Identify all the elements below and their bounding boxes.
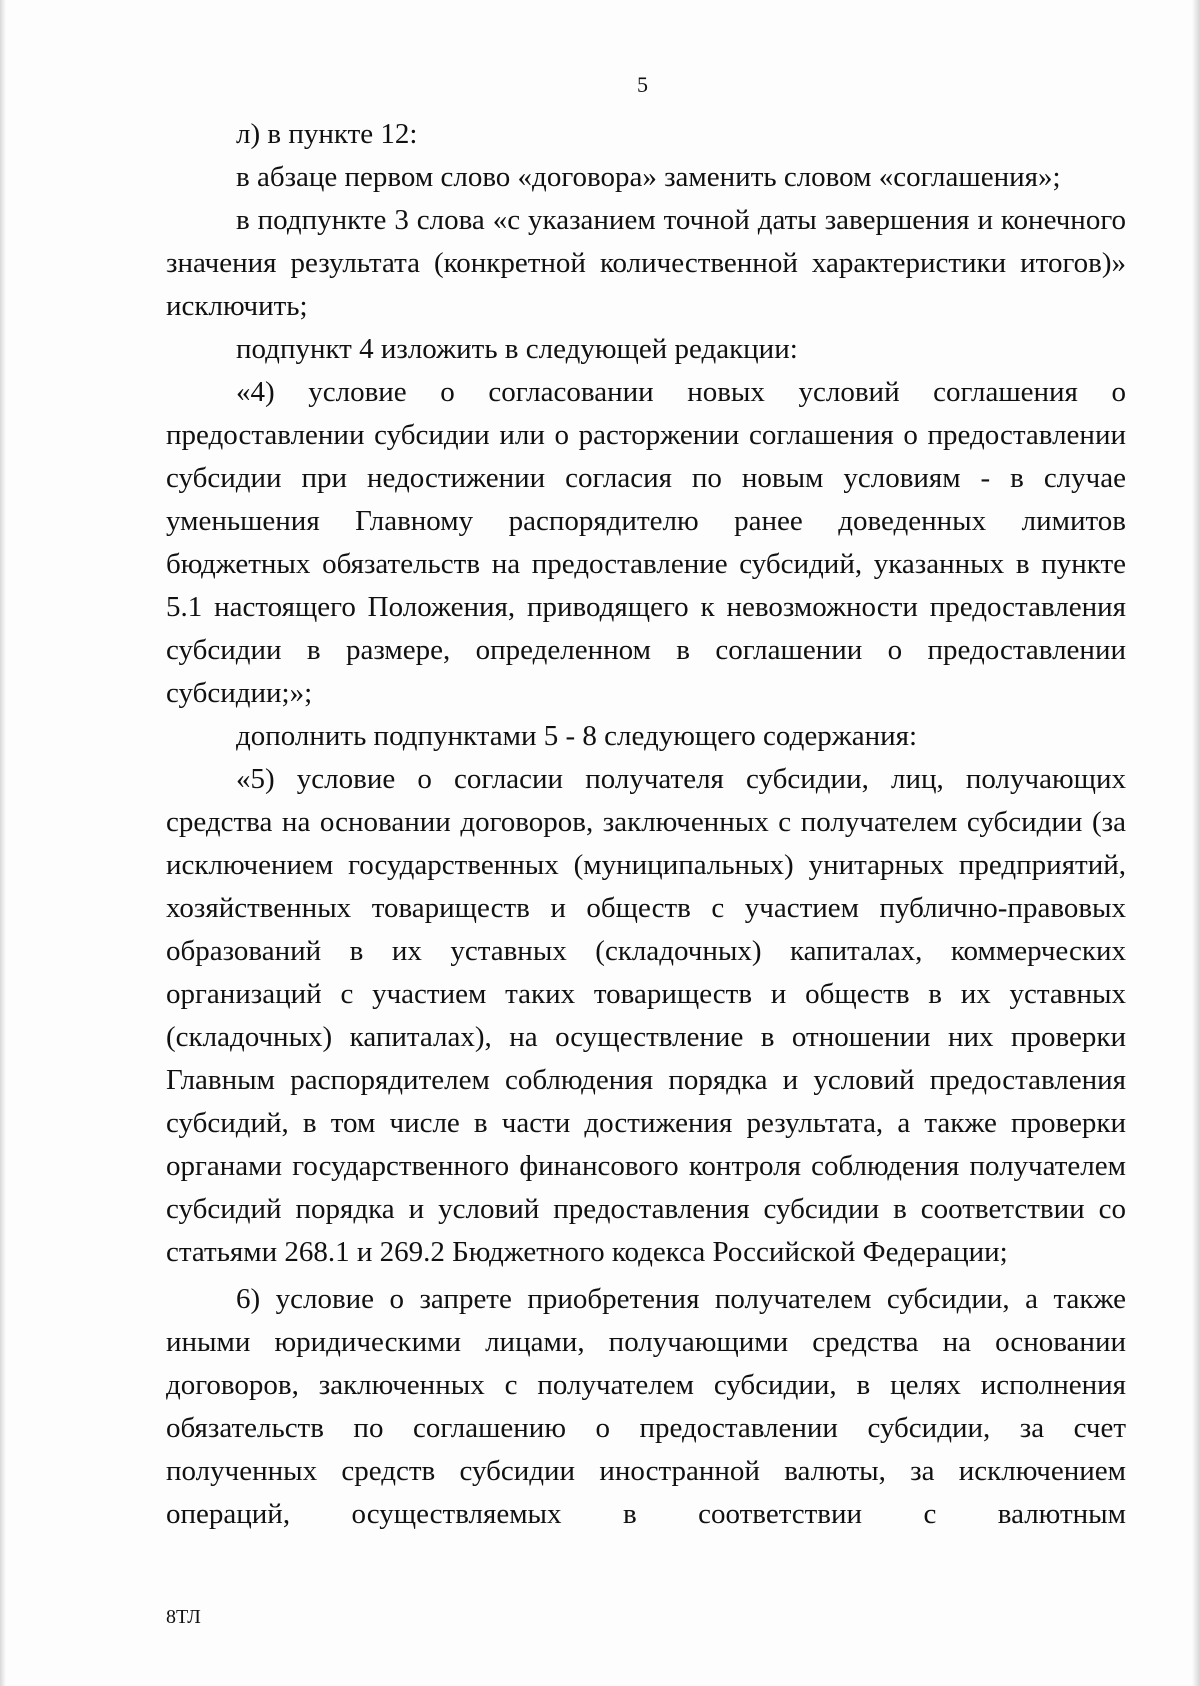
footer-code: 8ТЛ [166, 1606, 201, 1628]
document-body [166, 113, 1126, 1536]
paragraph-first-abzats: в абзаце первом слово «договора» заменить словом «соглашения»; [236, 161, 1061, 193]
page-number: 5 [637, 72, 648, 97]
scan-edge-right [1192, 0, 1200, 1686]
paragraph-add-subitems-intro: дополнить подпунктами 5 - 8 следующего содержания: [236, 720, 918, 752]
paragraph-subitem-6-text: 6) условие о запрете приобретения получателем субсидии, а также иными юридическими лицами, получающими средства на основании договоров, заключенных с получателем субсидии, в целях исполнения обязательств по соглашению о предоставлении субсидии, за счет полученных средств субсидии иностранной валюты, за исключением операций, осуществляемых в соответствии с валютным [166, 1283, 1126, 1530]
paragraph-subitem-3: в подпункте 3 слова «с указанием точной даты завершения и конечного значения результата (конкретной количественной характеристики итогов)» исключить; [166, 204, 1126, 322]
paragraph-subitem-4-intro: подпункт 4 изложить в следующей редакции: [236, 333, 798, 365]
scan-edge-left [0, 0, 6, 1686]
paragraph-item-l: л) в пункте 12: [236, 118, 418, 150]
paragraph-subitem-4-text: «4) условие о согласовании новых условий соглашения о предоставлении субсидии или о расторжении соглашения о предоставлении субсидии при недостижении согласия по новым условиям - в случае уменьшения Главному распорядителю ранее доведенных лимитов бюджетных обязательств на предоставление субсидий, указанных в пункте 5.1 настоящего Положения, приводящего к невозможности предоставления субсидии в размере, определенном в соглашении о предоставлении субсидии;»; [166, 376, 1126, 709]
paragraph-subitem-5-text: «5) условие о согласии получателя субсидии, лиц, получающих средства на основании договоров, заключенных с получателем субсидии (за исключением государственных (муниципальных) унитарных предприятий, хозяйственных товариществ и обществ с участием публично-правовых образований в их уставных (складочных) капиталах, коммерческих организаций с участием таких товариществ и обществ в их уставных (складочных) капиталах), на осуществление в отношении них проверки Главным распорядителем соблюдения порядка и условий предоставления субсидий, в том числе в части достижения результата, а также проверки органами государственного финансового контроля соблюдения получателем субсидий порядка и условий предоставления субсидии в соответствии со статьями 268.1 и 269.2 Бюджетного кодекса Российской Федерации; [166, 763, 1126, 1268]
